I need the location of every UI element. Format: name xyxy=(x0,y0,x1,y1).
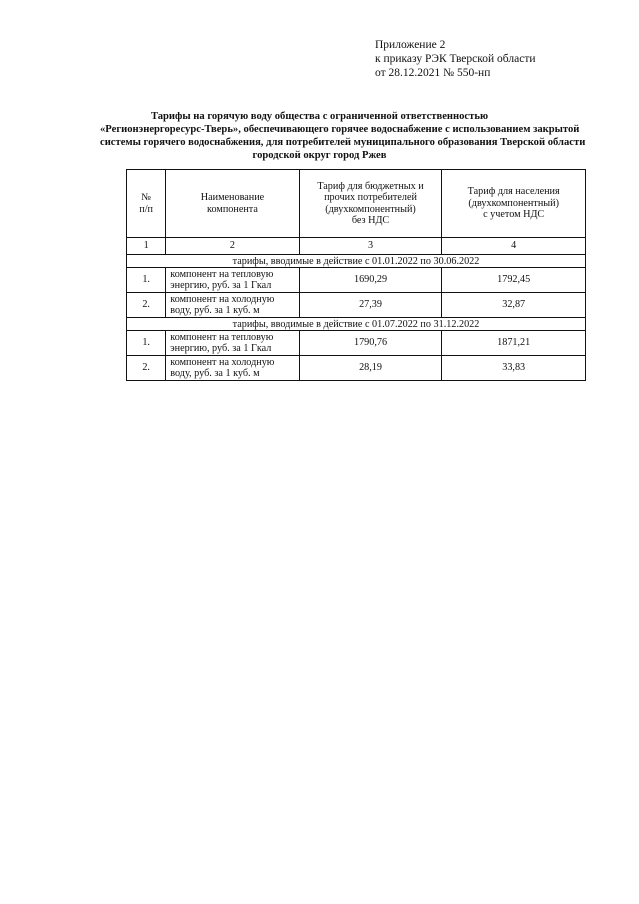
component-name xyxy=(166,268,299,293)
period-label: тарифы, вводимые в действие с 01.01.2022 по 30.06.2022 xyxy=(127,255,586,268)
budget-tariff-value: 27,39 xyxy=(299,293,442,318)
budget-tariff-value: 1690,29 xyxy=(299,268,442,293)
population-tariff-value: 1792,45 xyxy=(442,268,586,293)
header-text: прочих потребителей xyxy=(324,192,417,203)
table-row xyxy=(127,293,586,318)
component-name-line: компонент на тепловую xyxy=(170,269,274,280)
header-budget-tariff xyxy=(299,170,442,238)
period-label: тарифы, вводимые в действие с 01.07.2022 по 31.12.2022 xyxy=(127,318,586,331)
table-row xyxy=(127,268,586,293)
component-name-line: компонент на тепловую xyxy=(170,332,274,343)
annex-number: Приложение 2 xyxy=(375,39,446,51)
population-tariff-value: 1871,21 xyxy=(442,331,586,356)
population-tariff-value: 32,87 xyxy=(442,293,586,318)
component-name xyxy=(166,293,299,318)
row-number: 1. xyxy=(127,268,166,293)
component-name-line: воду, руб. за 1 куб. м xyxy=(170,305,260,316)
title-line: Тарифы на горячую воду общества с ограниченной ответственностью xyxy=(150,111,489,122)
header-text: без НДС xyxy=(351,215,390,226)
header-text: № xyxy=(141,192,151,203)
component-name-line: компонент на холодную xyxy=(170,357,275,368)
period-row xyxy=(127,318,586,331)
header-component-name xyxy=(166,170,299,238)
table-row xyxy=(127,331,586,356)
title-line: системы горячего водоснабжения, для потребителей муниципального образования Тверской области xyxy=(100,137,586,148)
component-name-line: компонент на холодную xyxy=(170,294,275,305)
header-population-tariff xyxy=(442,170,586,238)
header-text: Тариф для населения xyxy=(467,186,560,198)
header-text: (двухкомпонентный) xyxy=(325,203,416,215)
period-row xyxy=(127,255,586,268)
header-text: компонента xyxy=(207,203,258,215)
annex-reference xyxy=(375,38,536,80)
budget-tariff-value: 28,19 xyxy=(299,356,442,381)
column-index: 3 xyxy=(299,238,442,255)
row-number: 2. xyxy=(127,293,166,318)
column-index: 1 xyxy=(127,238,166,255)
population-tariff-value: 33,83 xyxy=(442,356,586,381)
header-text: с учетом НДС xyxy=(483,209,545,221)
component-name xyxy=(166,331,299,356)
annex-order-ref: к приказу РЭК Тверской области xyxy=(375,53,536,65)
tariff-table xyxy=(126,169,586,381)
column-index-row xyxy=(127,238,586,255)
header-num xyxy=(127,170,166,238)
budget-tariff-value: 1790,76 xyxy=(299,331,442,356)
header-text: п/п xyxy=(139,203,153,215)
annex-order-date: от 28.12.2021 № 550-нп xyxy=(375,67,491,79)
table-row xyxy=(127,356,586,381)
document-title xyxy=(100,110,586,162)
component-name-line: энергию, руб. за 1 Гкал xyxy=(170,343,272,354)
header-text: Тариф для бюджетных и xyxy=(317,180,424,192)
header-text: (двухкомпонентный) xyxy=(468,197,559,209)
column-index: 2 xyxy=(166,238,299,255)
component-name-line: энергию, руб. за 1 Гкал xyxy=(170,280,272,291)
component-name xyxy=(166,356,299,381)
table-header-row xyxy=(127,170,586,238)
title-line: городской округ город Ржев xyxy=(252,150,387,161)
row-number: 2. xyxy=(127,356,166,381)
header-text: Наименование xyxy=(200,192,265,203)
row-number: 1. xyxy=(127,331,166,356)
column-index: 4 xyxy=(442,238,586,255)
title-line: «Регионэнергоресурс-Тверь», обеспечивающего горячее водоснабжение с использованием закрытой xyxy=(100,124,580,135)
component-name-line: воду, руб. за 1 куб. м xyxy=(170,368,260,379)
